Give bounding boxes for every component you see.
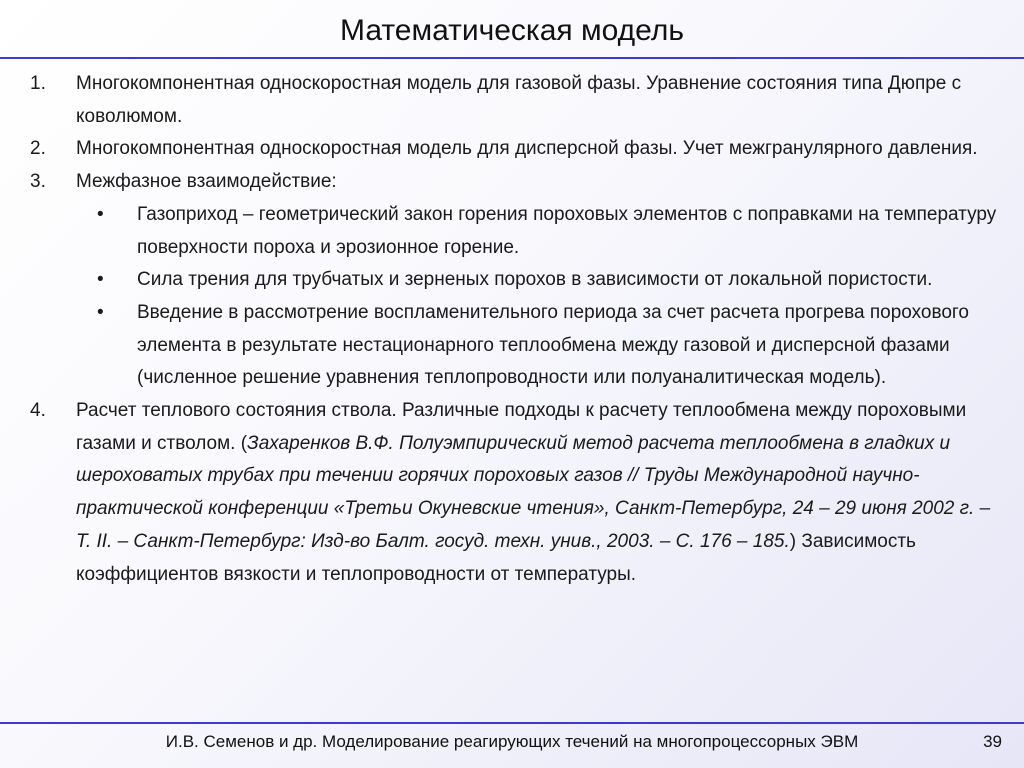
footer-divider: [0, 722, 1024, 724]
list-number: 4.: [30, 400, 46, 422]
page-number: 39: [983, 732, 1002, 751]
sub-list-item-text: Сила трения для трубчатых и зерненых порохов в зависимости от локальной пористости.: [137, 269, 933, 291]
list-item-text: Многокомпонентная односкоростная модель для газовой фазы. Уравнение состояния типа Дюпре с коволюмом.: [76, 73, 962, 127]
bullet-icon: •: [97, 269, 104, 291]
title-divider: [0, 57, 1024, 59]
item-text-before-citation: Расчет теплового состояния ствола. Различные подходы к расчету теплообмена между пороховыми газами и стволом. (: [76, 400, 967, 454]
list-item-text: Межфазное взаимодействие:: [76, 171, 337, 193]
list-item-text: Многокомпонентная односкоростная модель для дисперсной фазы. Учет межгранулярного давления.: [76, 138, 978, 160]
citation-text: Захаренков В.Ф. Полуэмпирический метод расчета теплообмена в гладких и шероховатых трубах при течении горячих пороховых газов // Труды Международной научно-практической конференции «Третьи Окуневские чтения», Санкт-Петербург, 24 – 29 июня 2002 г. – Т. II. – Санкт-Петербург: Изд-во Балт. госуд. техн. унив., 2003. – С. 176 – 185.: [76, 432, 991, 552]
bullet-icon: •: [97, 301, 104, 323]
slide-content: [30, 68, 1000, 591]
list-number: 3.: [30, 171, 46, 193]
sub-list-item-2: [76, 264, 1000, 297]
list-number: 1.: [30, 73, 46, 94]
bullet-icon: •: [97, 203, 104, 225]
sub-list-item-text: Газоприход – геометрический закон горения пороховых элементов с поправками на температуру поверхности пороха и эрозионное горение.: [137, 203, 997, 258]
list-item-2: [30, 133, 1000, 166]
sub-list-item-1: [76, 199, 1000, 264]
sub-list-item-text: Введение в рассмотрение воспламенительного периода за счет расчета прогрева порохового элемента в результате нестационарного теплообмена между газовой и дисперсной фазами (численное решение уравнения теплопроводности или полуаналитическая модель).: [137, 301, 970, 389]
list-number: 2.: [30, 138, 46, 160]
sub-list-item-3: [76, 297, 1000, 395]
footer-text: И.В. Семенов и др. Моделирование реагирующих течений на многопроцессорных ЭВМ: [165, 732, 859, 751]
list-item-1: [30, 68, 1000, 133]
list-item-4: [30, 395, 1000, 591]
list-item-3: [30, 166, 1000, 199]
slide-title: Математическая модель: [340, 14, 684, 47]
item-text-after-citation: ) Зависимость коэффициентов вязкости и теплопроводности от температуры.: [76, 530, 916, 585]
list-item-text: [76, 395, 1000, 591]
